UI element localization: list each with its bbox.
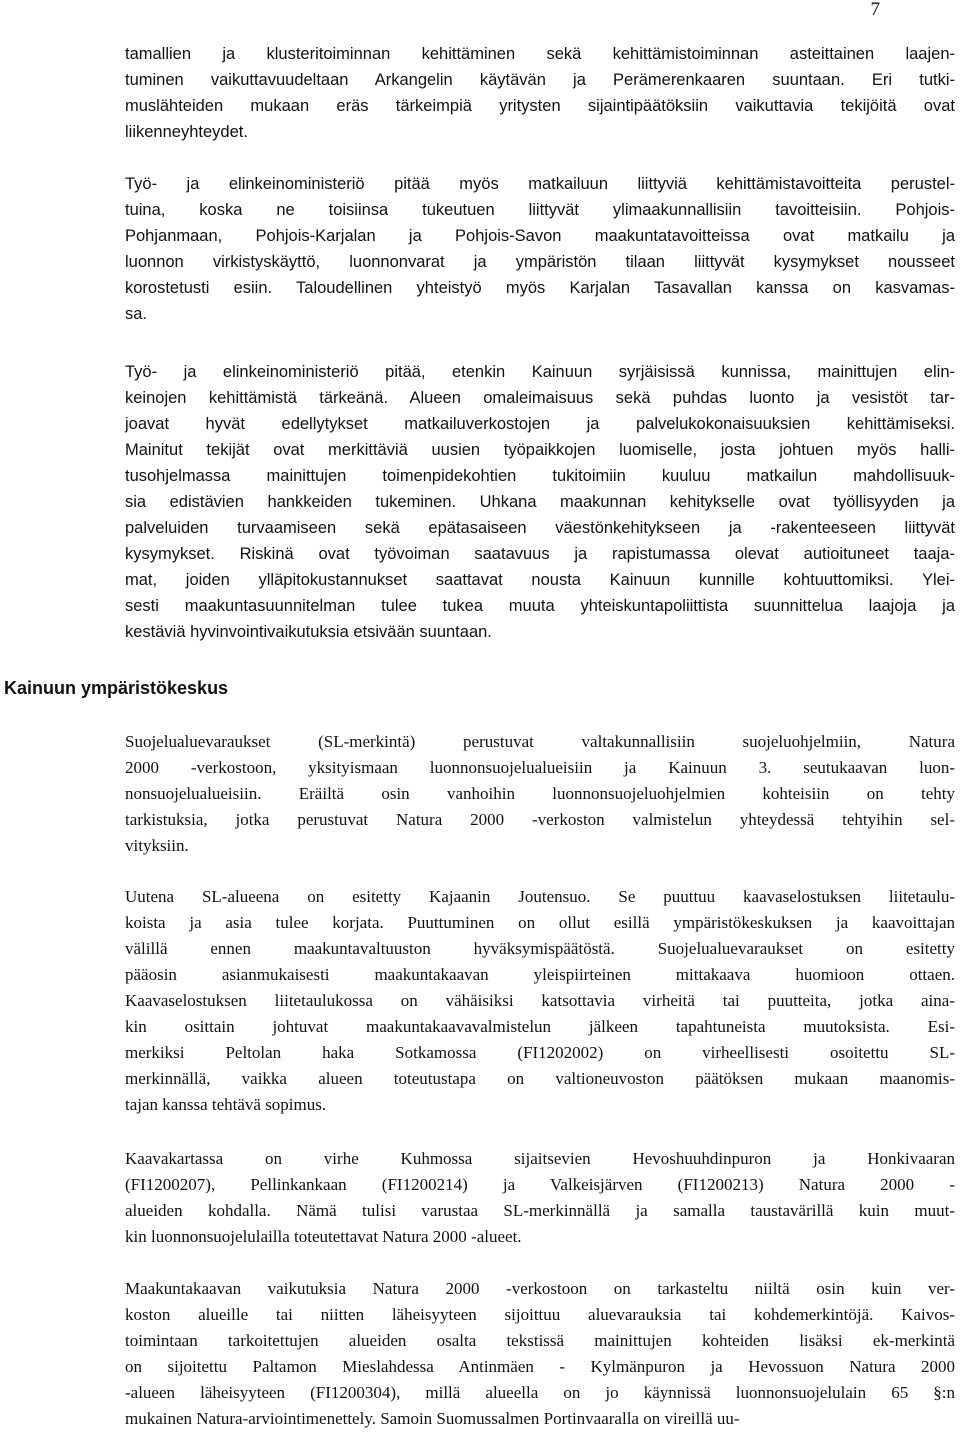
text-line: tarkistuksia, jotka perustuvat Natura 2000 -verkoston valmistelun yhteydessä tehtyihin sel-	[125, 810, 955, 829]
text-line: tusohjelmassa mainittujen toimenpidekohtien tukitoimiin kuuluu matkailun mahdollisuuk-	[125, 467, 955, 485]
text-line: 2000 -verkostoon, yksityismaan luonnonsuojelualueisiin ja Kainuun 3. seutukaavan luon-	[125, 758, 955, 777]
text-line: Kaavakartassa on virhe Kuhmossa sijaitsevien Hevoshuuhdinpuron ja Honkivaaran	[125, 1149, 955, 1168]
text-line: palveluiden turvaamiseen sekä epätasaiseen väestönkehitykseen ja -rakenteeseen liittyvät	[125, 519, 955, 537]
text-line: Mainitut tekijät ovat merkittäviä uusien työpaikkojen luomiselle, josta johtuen myös halli-	[125, 441, 955, 459]
text-line: Maakuntakaavan vaikutuksia Natura 2000 -verkostoon on tarkasteltu niiltä osin kuin ver-	[125, 1279, 955, 1298]
text-line: alueiden kohdalla. Nämä tulisi varustaa SL-merkinnällä ja samalla taustavärillä kuin muut-	[125, 1201, 955, 1220]
paragraph	[125, 359, 955, 645]
text-line: Työ- ja elinkeinoministeriö pitää, etenkin Kainuun syrjäisissä kunnissa, mainittujen elin-	[125, 363, 955, 381]
text-line: Uutena SL-alueena on esitetty Kajaanin Joutensuo. Se puuttuu kaavaselostuksen liitetaulu-	[125, 887, 955, 906]
text-line: mukainen Natura-arviointimenettely. Samoin Suomussalmen Portinvaaralla on vireillä uu-	[125, 1409, 740, 1428]
text-line: korostetusti esiin. Taloudellinen yhteistyö myös Karjalan Tasavallan kanssa on kasvamas-	[125, 279, 955, 297]
text-line: Pohjanmaan, Pohjois-Karjalan ja Pohjois-Savon maakuntatavoitteissa ovat matkailu ja	[125, 227, 955, 245]
side-heading: Kainuun ympäristökeskus	[4, 678, 229, 698]
text-line: Suojelualuevaraukset (SL-merkintä) perustuvat valtakunnallisiin suojeluohjelmiin, Natura	[125, 732, 955, 751]
text-line: välillä ennen maakuntavaltuuston hyväksymispäätöstä. Suojelualuevaraukset on esitetty	[125, 939, 955, 958]
text-line: pääosin asianmukaisesti maakuntakaavan yleispiirteinen mittakaava huomioon ottaen.	[125, 965, 955, 984]
text-line: kin luonnonsuojelulailla toteutettavat Natura 2000 -alueet.	[125, 1227, 522, 1246]
text-line: kysymykset. Riskinä ovat työvoiman saatavuus ja rapistumassa olevat autioituneet taaja-	[125, 545, 955, 563]
paragraph	[125, 884, 955, 1118]
text-line: keinojen kehittämistä tärkeänä. Alueen omaleimaisuus sekä puhdas luonto ja vesistöt tar-	[125, 389, 955, 407]
text-line: nonsuojelualueisiin. Eräiltä osin vanhoihin luonnonsuojeluohjelmien kohteisiin on tehty	[125, 784, 955, 803]
text-line: mat, joiden ylläpitokustannukset saattavat nousta Kainuun kunnille kohtuuttomiksi. Ylei-	[125, 571, 955, 589]
text-line: kin osittain johtuvat maakuntakaavavalmistelun jälkeen tapahtuneista muutoksista. Esi-	[125, 1017, 955, 1036]
text-line: vityksiin.	[125, 836, 189, 855]
text-line: Kaavaselostuksen liitetaulukossa on vähäisiksi katsottavia virheitä tai puutteita, jotka aina-	[125, 991, 955, 1010]
text-line: merkinnällä, vaikka alueen toteutustapa on valtioneuvoston päätöksen mukaan maanomis-	[125, 1069, 955, 1088]
paragraph	[125, 41, 955, 145]
text-line: koston alueille tai niitten läheisyyteen sijoittuu aluevarauksia tai kohdemerkintöjä. Kaivos-	[125, 1305, 955, 1324]
paragraph	[125, 729, 955, 859]
text-line: sia edistävien hankkeiden tukeminen. Uhkana maakunnan kehitykselle ovat työllisyyden ja	[125, 493, 955, 511]
text-line: muslähteiden mukaan eräs tärkeimpiä yritysten sijaintipäätöksiin vaikuttavia tekijöitä ovat	[125, 97, 955, 115]
text-line: (FI1200207), Pellinkankaan (FI1200214) ja Valkeisjärven (FI1200213) Natura 2000 -	[125, 1175, 955, 1194]
text-line: on sijoitettu Paltamon Mieslahdessa Antinmäen - Kylmänpuron ja Hevossuon Natura 2000	[125, 1357, 955, 1376]
text-line: tajan kanssa tehtävä sopimus.	[125, 1095, 327, 1114]
text-line: luonnon virkistyskäyttö, luonnonvarat ja ympäristön tilaan liittyvät kysymykset nousseet	[125, 253, 955, 271]
text-line: merkiksi Peltolan haka Sotkamossa (FI1202002) on virheellisesti osoitettu SL-	[125, 1043, 955, 1062]
text-line: sa.	[125, 305, 148, 323]
text-line: joavat hyvät edellytykset matkailuverkostojen ja palvelukokonaisuuksien kehittämiseksi.	[125, 415, 955, 433]
page-number: 7	[870, 0, 880, 20]
text-line: tuina, koska ne toisiinsa tukeutuen liittyvät ylimaakunnallisiin tavoitteisiin. Pohjois-	[125, 201, 955, 219]
text-line: tamallien ja klusteritoiminnan kehittäminen sekä kehittämistoiminnan asteittainen laajen-	[125, 45, 955, 63]
paragraph	[125, 1146, 955, 1250]
text-line: kestäviä hyvinvointivaikutuksia etsivään suuntaan.	[125, 623, 492, 641]
paragraph	[125, 171, 955, 327]
text-line: koista ja asia tulee korjata. Puuttuminen on ollut esillä ympäristökeskuksen ja kaavoittajan	[125, 913, 955, 932]
text-line: tuminen vaikuttavuudeltaan Arkangelin käytävän ja Perämerenkaaren suuntaan. Eri tutki-	[125, 71, 955, 89]
text-line: liikenneyhteydet.	[125, 123, 248, 141]
text-line: Työ- ja elinkeinoministeriö pitää myös matkailuun liittyviä kehittämistavoitteita perustel-	[125, 175, 955, 193]
text-line: sesti maakuntasuunnitelman tulee tukea muuta yhteiskuntapoliittista suunnittelua laajoja ja	[125, 597, 955, 615]
paragraph	[125, 1276, 955, 1432]
text-line: toimintaan tarkoitettujen alueiden osalta tekstissä mainittujen kohteiden lisäksi ek-merkintä	[125, 1331, 955, 1350]
text-line: -alueen läheisyyteen (FI1200304), millä alueella on jo käynnissä luonnonsuojelulain 65 §:n	[125, 1383, 955, 1402]
